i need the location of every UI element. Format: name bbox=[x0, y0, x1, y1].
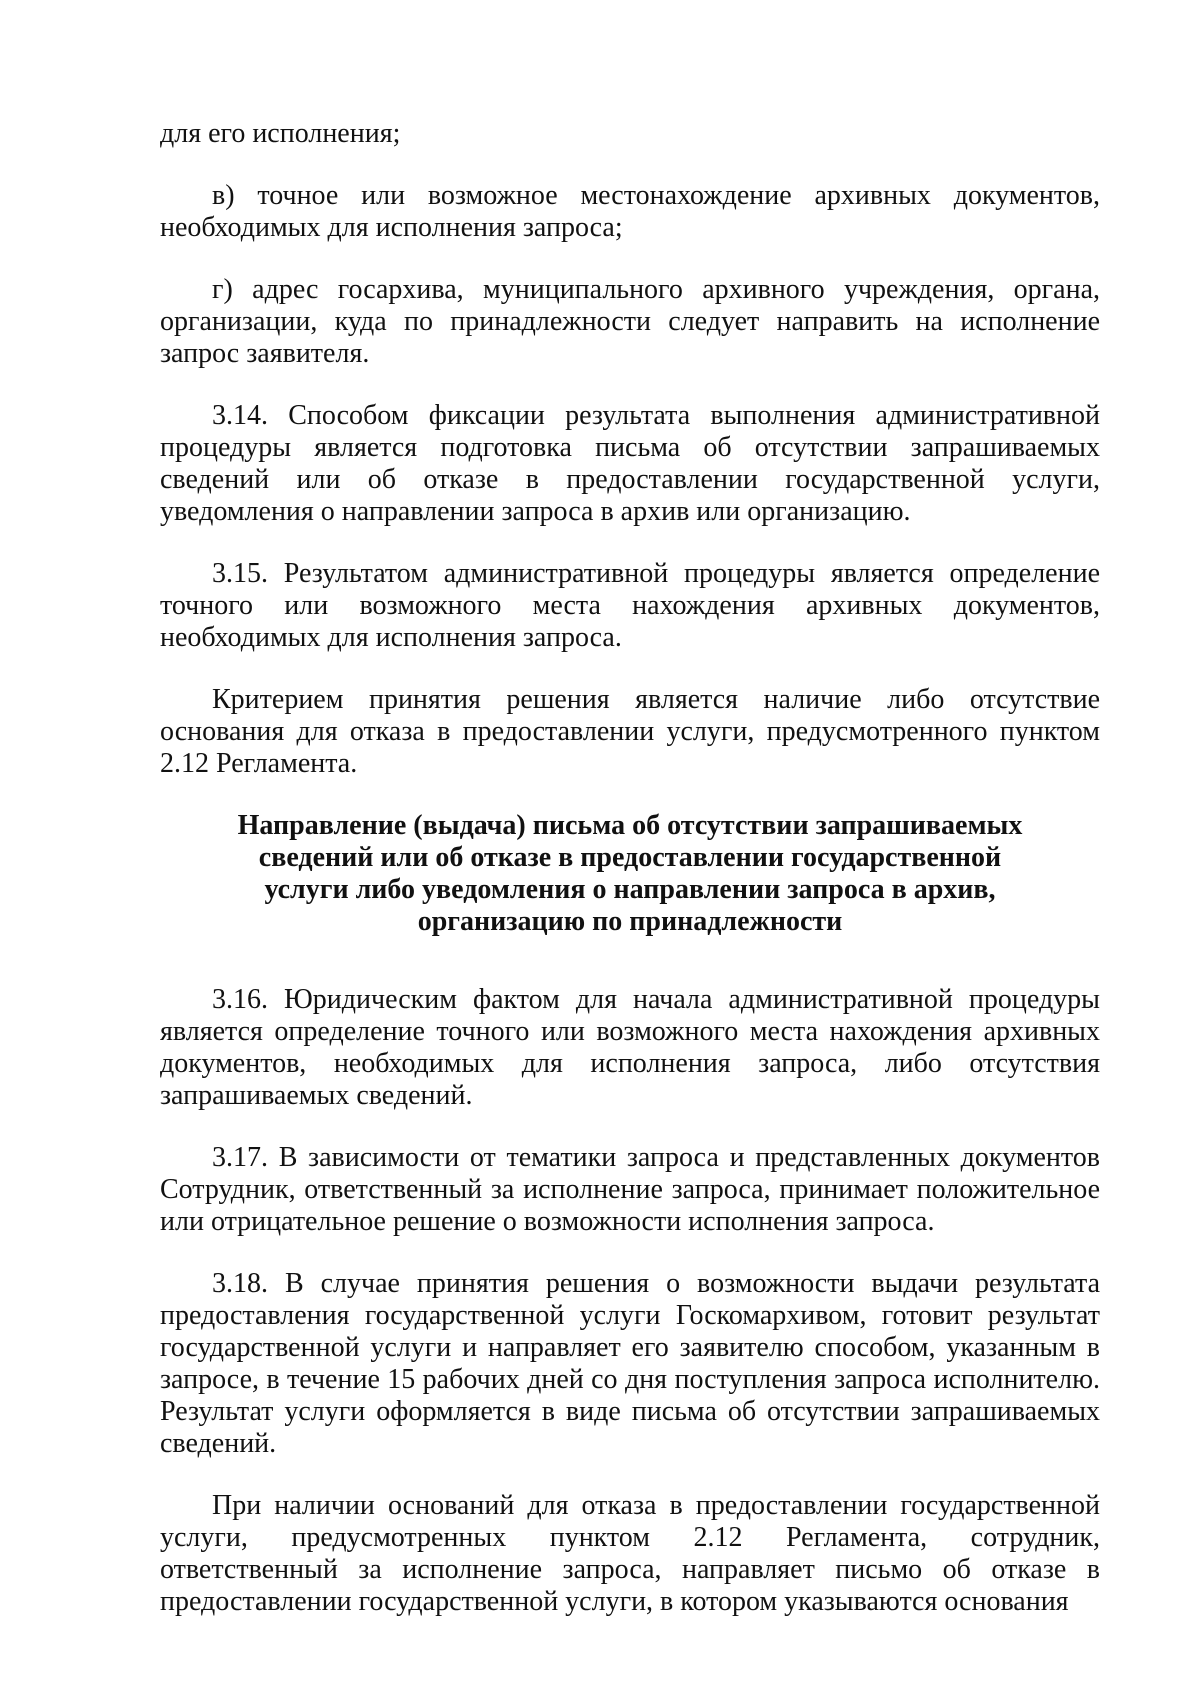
paragraph-item-g: г) адрес госархива, муниципального архивного учреждения, органа, организации, куда по принадлежности следует направить на исполнение запрос заявителя. bbox=[160, 274, 1100, 369]
heading-line: сведений или об отказе в предоставлении государственной bbox=[258, 842, 1002, 873]
paragraph-criterion: Критерием принятия решения является наличие либо отсутствие основания для отказа в предоставлении услуги, предусмотренного пунктом 2.12 Регламента. bbox=[160, 684, 1100, 779]
section-heading bbox=[160, 810, 1100, 938]
paragraph-3-14: 3.14. Способом фиксации результата выполнения административной процедуры является подготовка письма об отсутствии запрашиваемых сведений или об отказе в предоставлении государственной услуги, уведомления о направлении запроса в архив или организацию. bbox=[160, 400, 1100, 527]
document-page bbox=[160, 118, 1100, 1648]
paragraph-3-17: 3.17. В зависимости от тематики запроса и представленных документов Сотрудник, ответственный за исполнение запроса, принимает положительное или отрицательное решение о возможности исполнения запроса. bbox=[160, 1142, 1100, 1237]
paragraph-refusal: При наличии оснований для отказа в предоставлении государственной услуги, предусмотренных пунктом 2.12 Регламента, сотрудник, ответственный за исполнение запроса, направляет письмо об отказе в предоставлении государственной услуги, в котором указываются основания bbox=[160, 1490, 1100, 1617]
heading-line: Направление (выдача) письма об отсутствии запрашиваемых bbox=[237, 810, 1023, 841]
heading-line: услуги либо уведомления о направлении запроса в архив, bbox=[264, 874, 996, 905]
paragraph-3-16: 3.16. Юридическим фактом для начала административной процедуры является определение точного или возможного места нахождения архивных документов, необходимых для исполнения запроса, либо отсутствия запрашиваемых сведений. bbox=[160, 984, 1100, 1111]
paragraph-3-15: 3.15. Результатом административной процедуры является определение точного или возможного места нахождения архивных документов, необходимых для исполнения запроса. bbox=[160, 558, 1100, 653]
heading-line: организацию по принадлежности bbox=[417, 906, 843, 937]
paragraph-3-18: 3.18. В случае принятия решения о возможности выдачи результата предоставления государственной услуги Госкомархивом, готовит результат государственной услуги и направляет его заявителю способом, указанным в запросе, в течение 15 рабочих дней со дня поступления запроса исполнителю. Результат услуги оформляется в виде письма об отсутствии запрашиваемых сведений. bbox=[160, 1268, 1100, 1459]
paragraph-item-v: в) точное или возможное местонахождение архивных документов, необходимых для исполнения запроса; bbox=[160, 180, 1100, 243]
paragraph-continuation: для его исполнения; bbox=[160, 118, 401, 149]
